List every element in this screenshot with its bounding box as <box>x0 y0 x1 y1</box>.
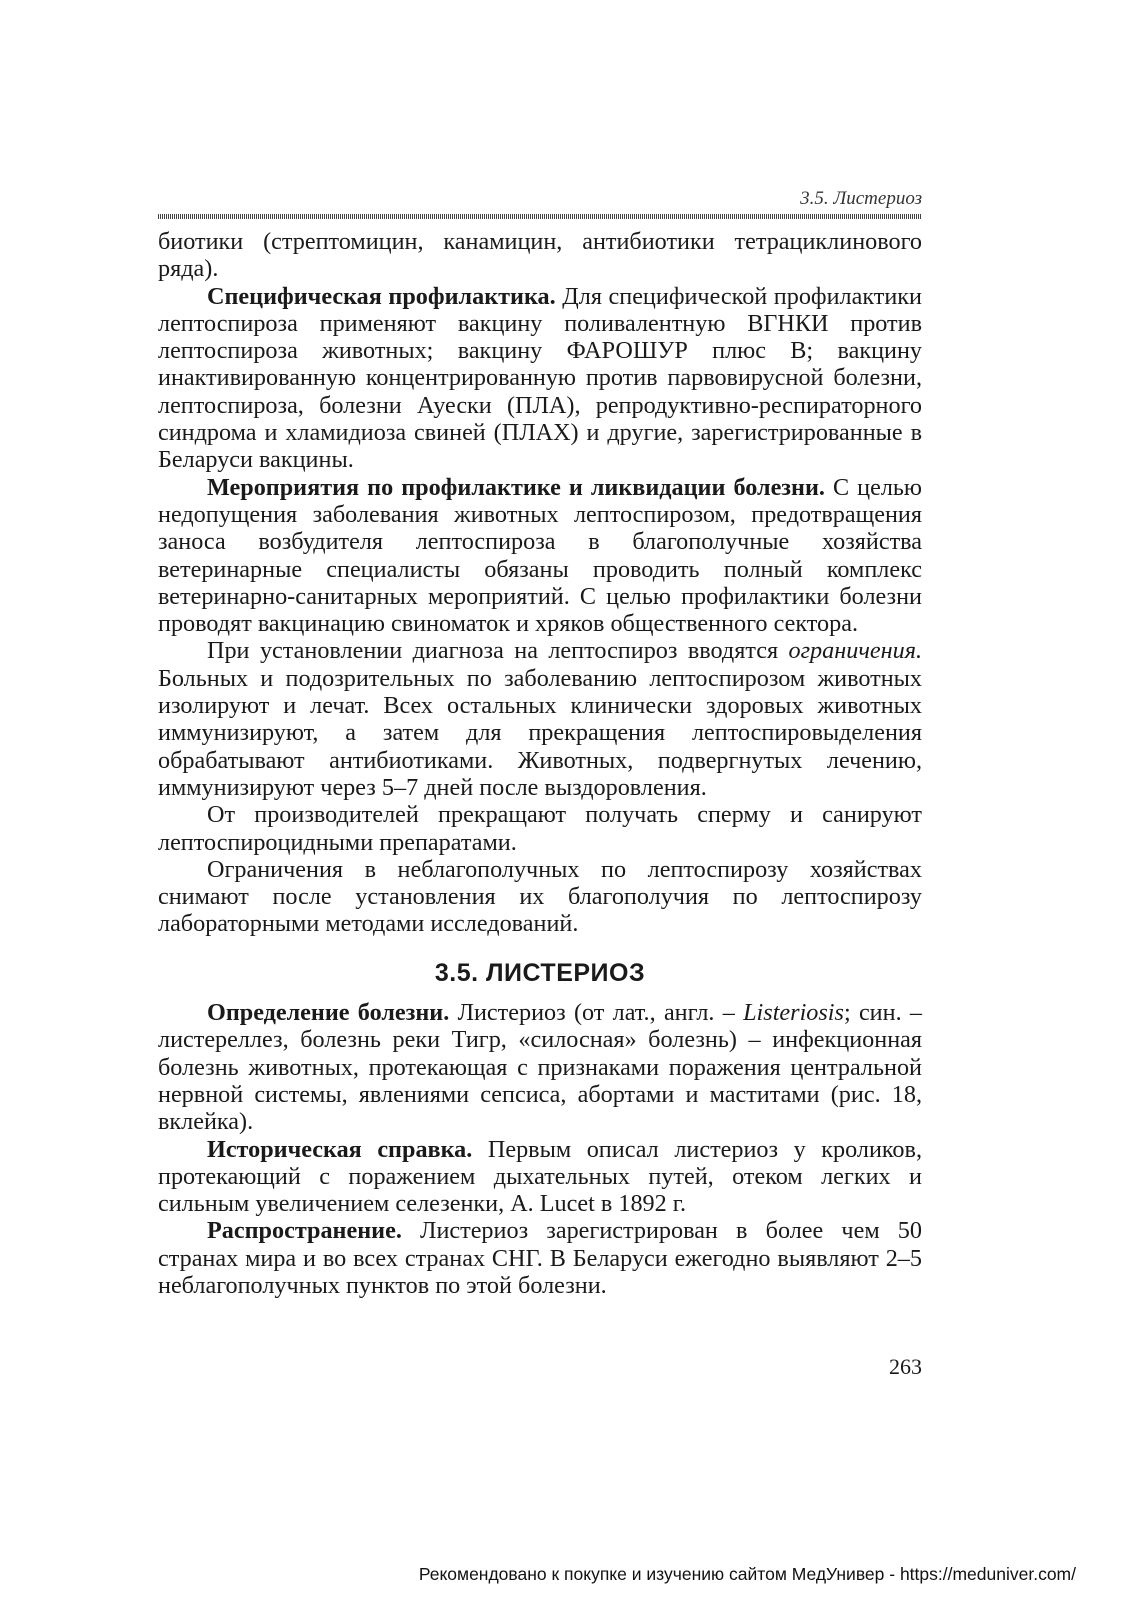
lead-control-measures: Мероприятия по профилактике и ликвидации болезни. <box>207 473 825 501</box>
paragraph-lifting-restrictions: Ограничения в неблагополучных по лептоспирозу хозяйствах снимают после установления их благополучия по лептоспирозу лабораторными методами исследований. <box>158 855 922 938</box>
text-restrictions-a: При установлении диагноза на лептоспироз вводятся <box>207 637 789 665</box>
text-restrictions-b: Больных и подозрительных по заболеванию лептоспирозом животных изолируют и лечат. Всех остальных клинически здоровых животных иммунизируют, а затем для прекращения лептоспировыделения обрабатывают антибиотиками. Животных, подвергнутых лечению, иммунизируют через 5–7 дней после выздоровления. <box>158 664 922 801</box>
paragraph-history <box>158 1136 922 1218</box>
text-distribution: Листериоз зарегистрирован в более чем 50 странах мира и во всех странах СНГ. В Беларуси ежегодно выявляют 2–5 неблагополучных пунктов по этой болезни. <box>158 1217 922 1299</box>
paragraph-control-measures <box>158 474 922 638</box>
header-rule <box>158 214 922 219</box>
paragraph-specific-prophylaxis <box>158 283 922 474</box>
text-control-measures: С целью недопущения заболевания животных лептоспирозом, предотвращения заноса возбудителя лептоспироза в благополучные хозяйства ветеринарные специалисты обязаны проводить полный комплекс ветеринарно-санитарных мероприятий. С целью профилактики болезни проводят вакцинацию свиноматок и хряков общественного сектора. <box>158 473 922 638</box>
lead-distribution: Распространение. <box>207 1217 402 1245</box>
footer-recommendation: Рекомендовано к покупке и изучению сайтом МедУнивер - https://meduniver.com/ <box>418 1564 1076 1584</box>
italic-listeriosis: Listeriosis <box>743 999 844 1027</box>
text-definition-b: ; син. – листереллез, болезнь реки Тигр, «силосная» болезнь) – инфекционная болезнь животных, протекающая с признаками поражения центральной нервной системы, явлениями сепсиса, абортами и маститами (рис. 18, вклейка). <box>158 999 922 1136</box>
paragraph-restrictions <box>158 637 922 801</box>
section-heading: 3.5. ЛИСТЕРИОЗ <box>434 958 646 987</box>
italic-restrictions: ограничения. <box>788 637 922 665</box>
running-head: 3.5. Листериоз <box>800 188 922 209</box>
page-number: 263 <box>889 1354 922 1379</box>
lead-history: Историческая справка. <box>207 1135 473 1163</box>
text-definition-a: Листериоз (от лат., англ. – <box>449 999 744 1027</box>
paragraph-producers: От производителей прекращают получать сперму и санируют лептоспироцидными препаратами. <box>158 801 922 856</box>
lead-specific-prophylaxis: Специфическая профилактика. <box>207 282 556 310</box>
paragraph-antibiotics: биотики (стрептомицин, канамицин, антибиотики тетрациклинового ряда). <box>158 228 922 283</box>
text-history: Первым описал листериоз у кроликов, протекающий с поражением дыхательных путей, отеком легких и сильным увеличением селезенки, A. Lucet в 1892 г. <box>158 1135 922 1218</box>
page-body <box>158 228 922 1299</box>
paragraph-distribution <box>158 1217 922 1299</box>
paragraph-definition <box>158 999 922 1135</box>
lead-definition: Определение болезни. <box>207 999 450 1027</box>
text-specific-prophylaxis: Для специфической профилактики лептоспироза применяют вакцину поливалентную ВГНКИ против лептоспироза животных; вакцину ФАРОШУР плюс В; вакцину инактивированную концентрированную против парвовирусной болезни, лептоспироза, болезни Ауески (ПЛА), репродуктивно-респираторного синдрома и хламидиоза свиней (ПЛАХ) и другие, зарегистрированные в Беларуси вакцины. <box>158 282 922 474</box>
